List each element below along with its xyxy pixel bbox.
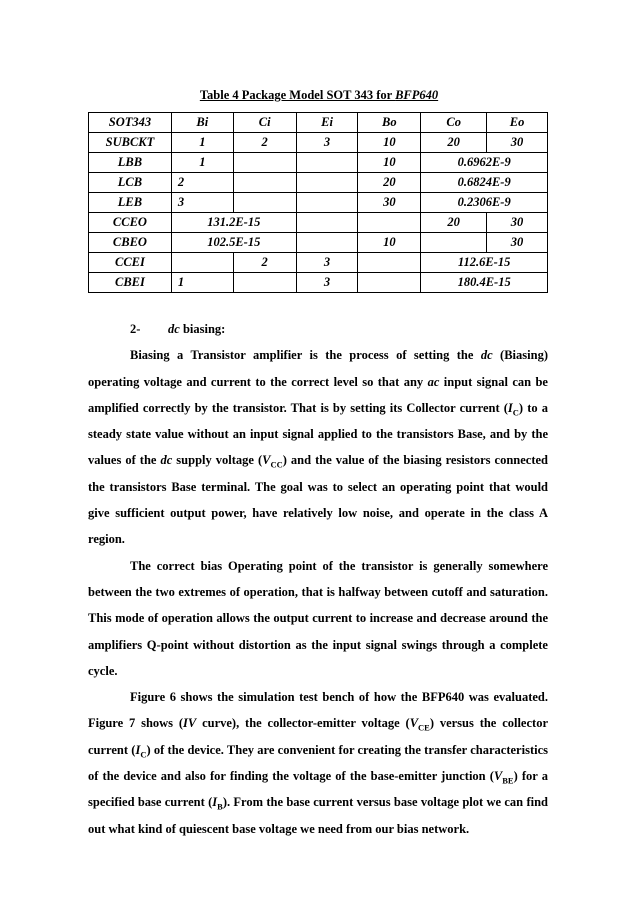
table-row — [89, 133, 548, 153]
text-run: ) versus the collector current ( — [88, 716, 548, 757]
subscript: CE — [418, 722, 430, 733]
table-cell — [358, 253, 421, 273]
table-cell — [296, 193, 358, 213]
table-cell: SUBCKT — [89, 133, 172, 153]
text-run: curve), the collector-emitter voltage ( — [196, 716, 410, 731]
header-cell: Bi — [171, 113, 233, 133]
text-run: dc — [480, 348, 493, 363]
text-run: V — [409, 716, 419, 731]
text-run: ) for a specified base current ( — [88, 769, 548, 810]
text-run: I — [507, 400, 513, 415]
section-title-italic: dc — [168, 322, 180, 336]
package-model-table — [88, 112, 548, 293]
table-cell: 10 — [358, 133, 421, 153]
text-run: ) of the device. They are convenient for creating the transfer characteristics of the device and also for finding the voltage of the base-emitter junction ( — [88, 742, 548, 784]
table-row — [89, 193, 548, 213]
subscript: CC — [270, 459, 283, 470]
text-run: ) to a steady state value without an input signal applied to the transistors Base, and by the values of the — [88, 400, 548, 468]
table-cell — [233, 153, 296, 173]
text-run: Figure 6 shows the simulation test bench of how the BFP640 was evaluated. Figure 7 shows ( — [88, 690, 548, 731]
table-cell: CCEO — [89, 213, 172, 233]
table-cell: 30 — [487, 133, 548, 153]
text-run: Biasing a Transistor amplifier is the process of setting the — [130, 348, 481, 363]
subscript: C — [140, 749, 147, 760]
paragraph-figures — [88, 684, 548, 842]
table-cell — [421, 233, 487, 253]
section-heading — [88, 316, 548, 342]
header-cell: Ci — [233, 113, 296, 133]
caption-device: BFP640 — [395, 88, 439, 102]
table-cell: 20 — [421, 133, 487, 153]
subscript: C — [512, 407, 519, 418]
table-cell — [233, 173, 296, 193]
table-cell: 0.6962E-9 — [421, 153, 548, 173]
table-cell: 1 — [171, 153, 233, 173]
table-cell — [358, 273, 421, 293]
subscript: BE — [502, 775, 514, 786]
text-run: I — [212, 795, 218, 810]
table-cell: 0.2306E-9 — [421, 193, 548, 213]
table-cell: CCEI — [89, 253, 172, 273]
table-cell: 2 — [233, 133, 296, 153]
text-run: ). From the base current versus base voltage plot we can find out what kind of quiescent base voltage we need from our bias network. — [88, 795, 548, 836]
table-cell: 102.5E-15 — [171, 233, 296, 253]
text-run: V — [493, 769, 503, 784]
text-run: supply voltage ( — [172, 453, 263, 468]
table-cell: 2 — [171, 173, 233, 193]
table-cell: 0.6824E-9 — [421, 173, 548, 193]
table-cell: CBEO — [89, 233, 172, 253]
table-cell — [296, 153, 358, 173]
table-cell: LCB — [89, 173, 172, 193]
table-cell: 10 — [358, 153, 421, 173]
table-cell: 30 — [358, 193, 421, 213]
table-cell: LBB — [89, 153, 172, 173]
header-cell: Bo — [358, 113, 421, 133]
body-text — [88, 316, 548, 842]
header-cell: Eo — [487, 113, 548, 133]
text-run: input signal can be amplified correctly by the transistor. That is by setting its Collector current ( — [88, 374, 548, 415]
table-cell: 20 — [358, 173, 421, 193]
paragraph-biasing — [88, 342, 548, 552]
table-row — [89, 213, 548, 233]
text-run: (Biasing) operating voltage and current to the correct level so that any — [88, 348, 548, 389]
table-cell: 131.2E-15 — [171, 213, 296, 233]
header-cell: Ei — [296, 113, 358, 133]
header-cell: Co — [421, 113, 487, 133]
table-cell — [296, 233, 358, 253]
section-title: biasing: — [179, 322, 226, 336]
table-cell — [233, 273, 296, 293]
table-cell: 3 — [296, 133, 358, 153]
text-run: V — [262, 453, 271, 468]
table-cell — [171, 253, 233, 273]
text-run: dc — [160, 453, 173, 468]
text-run: I — [135, 742, 141, 757]
table-cell: LEB — [89, 193, 172, 213]
table-row — [89, 253, 548, 273]
table-cell — [358, 213, 421, 233]
table-cell: 10 — [358, 233, 421, 253]
table-cell: 3 — [296, 273, 358, 293]
text-run: IV — [183, 716, 197, 731]
paragraph-operating-point: The correct bias Operating point of the transistor is generally somewhere between the two extremes of operation, that is halfway between cutoff and saturation. This mode of operation allows the output current to increase and decrease around the amplifiers Q-point without distortion as the input signal swings through a complete cycle. — [88, 558, 548, 678]
text-run: ac — [427, 374, 440, 389]
table-cell: CBEI — [89, 273, 172, 293]
table-cell — [296, 213, 358, 233]
table-caption — [0, 88, 638, 103]
table-row — [89, 173, 548, 193]
table-cell — [296, 173, 358, 193]
table-cell — [233, 193, 296, 213]
table-cell: 180.4E-15 — [421, 273, 548, 293]
table-cell: 3 — [296, 253, 358, 273]
table-cell: 1 — [171, 133, 233, 153]
table-row — [89, 153, 548, 173]
table-cell: 112.6E-15 — [421, 253, 548, 273]
table-row — [89, 273, 548, 293]
table-cell: 20 — [421, 213, 487, 233]
table-header-row — [89, 113, 548, 133]
text-run: ) and the value of the biasing resistors connected the transistors Base terminal. The goal was to select an operating point that would give sufficient output power, have relatively low noise, and operate in the class A region. — [88, 453, 548, 547]
table-row — [89, 233, 548, 253]
section-number: 2- — [130, 322, 141, 336]
caption-prefix: Table 4 Package Model SOT 343 for — [199, 88, 396, 102]
table-cell: 2 — [233, 253, 296, 273]
table-cell: 30 — [487, 233, 548, 253]
table-cell: 30 — [487, 213, 548, 233]
header-cell: SOT343 — [89, 113, 172, 133]
table-cell: 3 — [171, 193, 233, 213]
table-cell: 1 — [171, 273, 233, 293]
subscript: B — [217, 801, 223, 812]
